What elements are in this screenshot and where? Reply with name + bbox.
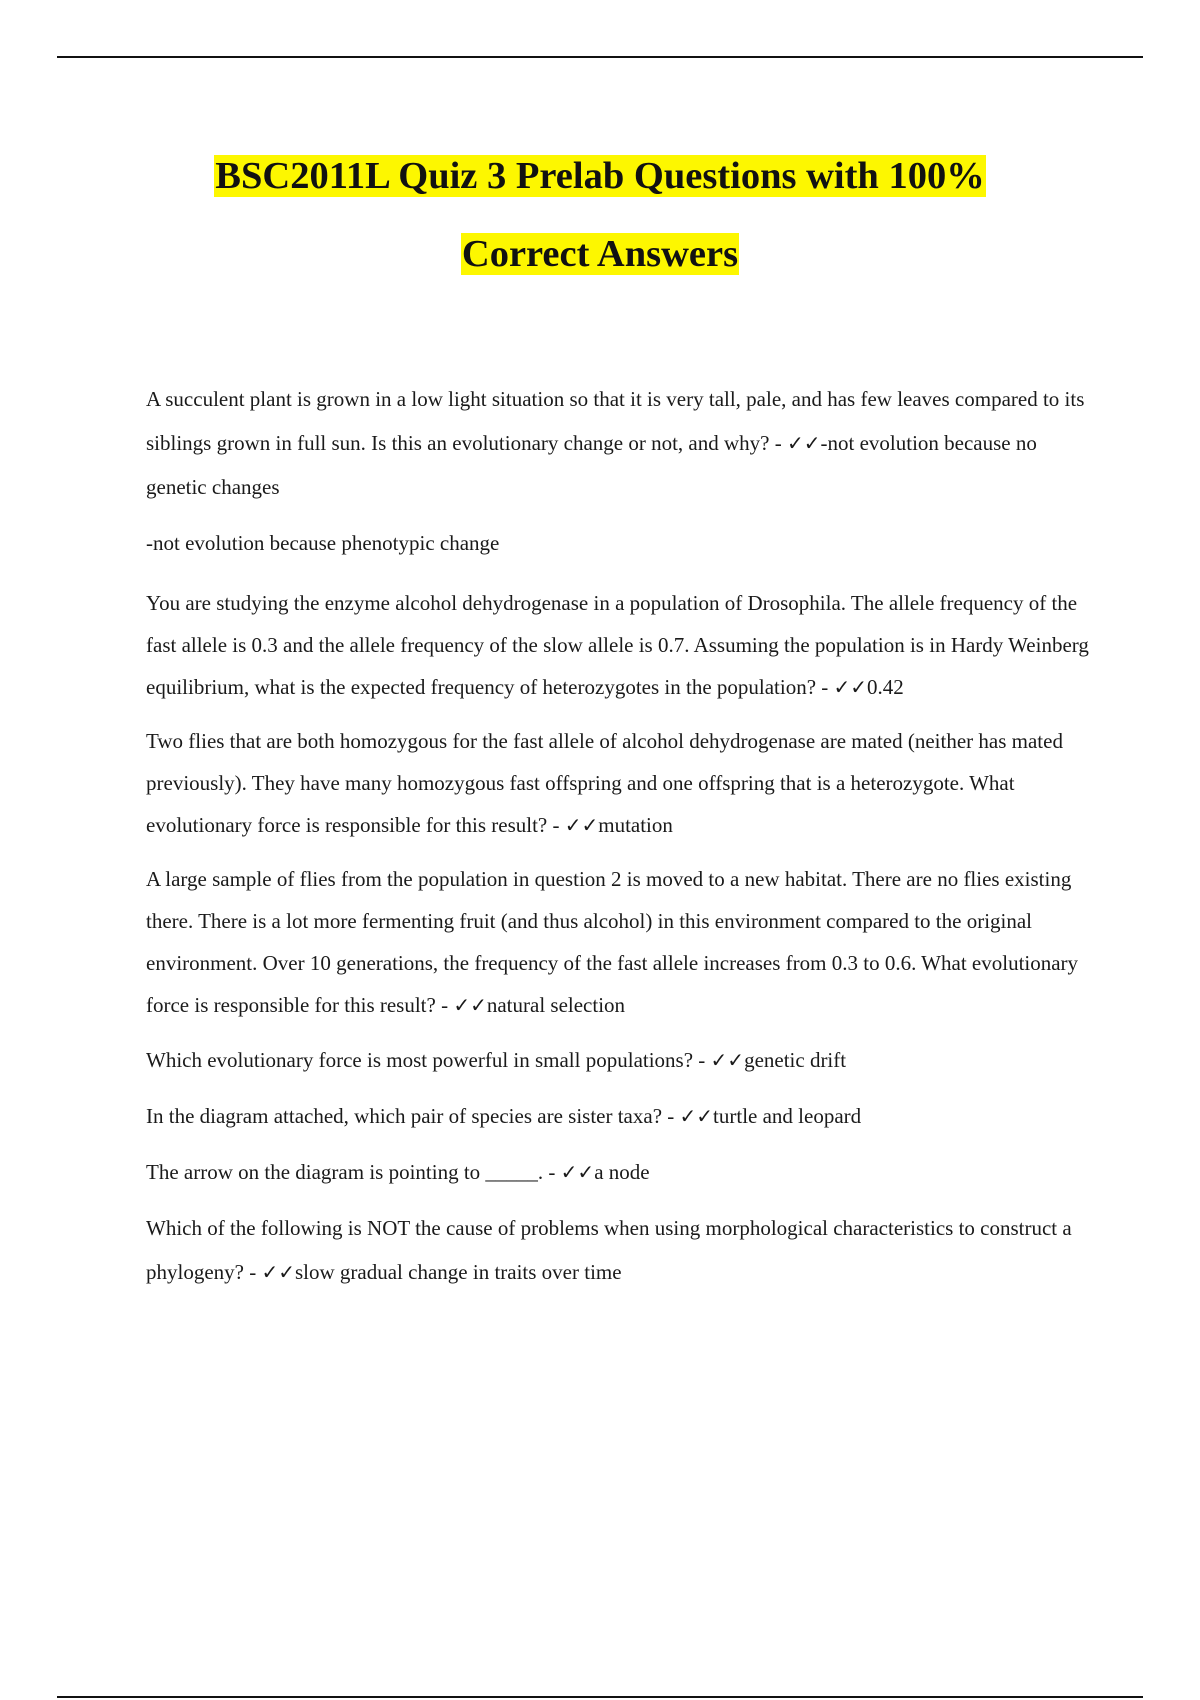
- question-text: The arrow on the diagram is pointing to _____. -: [146, 1160, 561, 1184]
- answer-text: genetic drift: [744, 1048, 847, 1072]
- check-mark-icon: ✓✓: [786, 431, 821, 455]
- qa-item-6: [146, 1038, 1096, 1082]
- check-mark-icon: ✓✓: [679, 1104, 714, 1128]
- question-text: Two flies that are both homozygous for the fast allele of alcohol dehydrogenase are mated (neither has mated previously). They have many homozygous fast offspring and one offspring that is a heterozygote. What evolutionary force is responsible for this result? -: [146, 729, 1063, 837]
- question-text: A succulent plant is grown in a low light situation so that it is very tall, pale, and has few leaves compared to its siblings grown in full sun. Is this an evolutionary change or not, and why? -: [146, 387, 1085, 455]
- qa-item-4: [146, 720, 1096, 846]
- qa-item-5: [146, 858, 1096, 1026]
- check-mark-icon: ✓✓: [710, 1048, 745, 1072]
- check-mark-icon: ✓✓: [564, 813, 599, 837]
- answer-text: a node: [594, 1160, 650, 1184]
- question-text: A large sample of flies from the population in question 2 is moved to a new habitat. There are no flies existing there. There is a lot more fermenting fruit (and thus alcohol) in this environment compared to the original environment. Over 10 generations, the frequency of the fast allele increases from 0.3 to 0.6. What evolutionary force is responsible for this result? -: [146, 867, 1079, 1017]
- question-text: In the diagram attached, which pair of species are sister taxa? -: [146, 1104, 680, 1128]
- question-text: You are studying the enzyme alcohol dehydrogenase in a population of Drosophila. The allele frequency of the fast allele is 0.3 and the allele frequency of the slow allele is 0.7. Assuming the population is in Hardy Weinberg equilibrium, what is the expected frequency of heterozygotes in the population? -: [146, 591, 1089, 699]
- qa-item-3: [146, 582, 1096, 708]
- answer-text: -not evolution because phenotypic change: [146, 531, 500, 555]
- footer-rule: [57, 1696, 1143, 1698]
- answer-text: turtle and leopard: [713, 1104, 862, 1128]
- qa-item-1: [146, 377, 1096, 509]
- answer-text: natural selection: [486, 993, 626, 1017]
- header-rule: [57, 56, 1143, 58]
- answer-text: slow gradual change in traits over time: [295, 1260, 622, 1284]
- question-text: Which of the following is NOT the cause of problems when using morphological characteristics to construct a phylogeny? -: [146, 1216, 1072, 1284]
- check-mark-icon: ✓✓: [833, 675, 868, 699]
- title-line-2: Correct Answers: [461, 233, 739, 275]
- qa-item-2: [146, 521, 1096, 565]
- qa-item-9: [146, 1206, 1096, 1294]
- document-title: [57, 137, 1143, 293]
- answer-text: 0.42: [867, 675, 904, 699]
- check-mark-icon: ✓✓: [261, 1260, 295, 1284]
- qa-list: [146, 377, 1096, 1306]
- question-text: Which evolutionary force is most powerful in small populations? -: [146, 1048, 711, 1072]
- check-mark-icon: ✓✓: [560, 1160, 595, 1184]
- qa-item-8: [146, 1150, 1096, 1194]
- title-line-1: BSC2011L Quiz 3 Prelab Questions with 100%: [215, 155, 985, 197]
- answer-text: -not evolution because no genetic changes: [146, 431, 1037, 499]
- answer-text: mutation: [598, 813, 673, 837]
- check-mark-icon: ✓✓: [453, 993, 487, 1017]
- qa-item-7: [146, 1094, 1096, 1138]
